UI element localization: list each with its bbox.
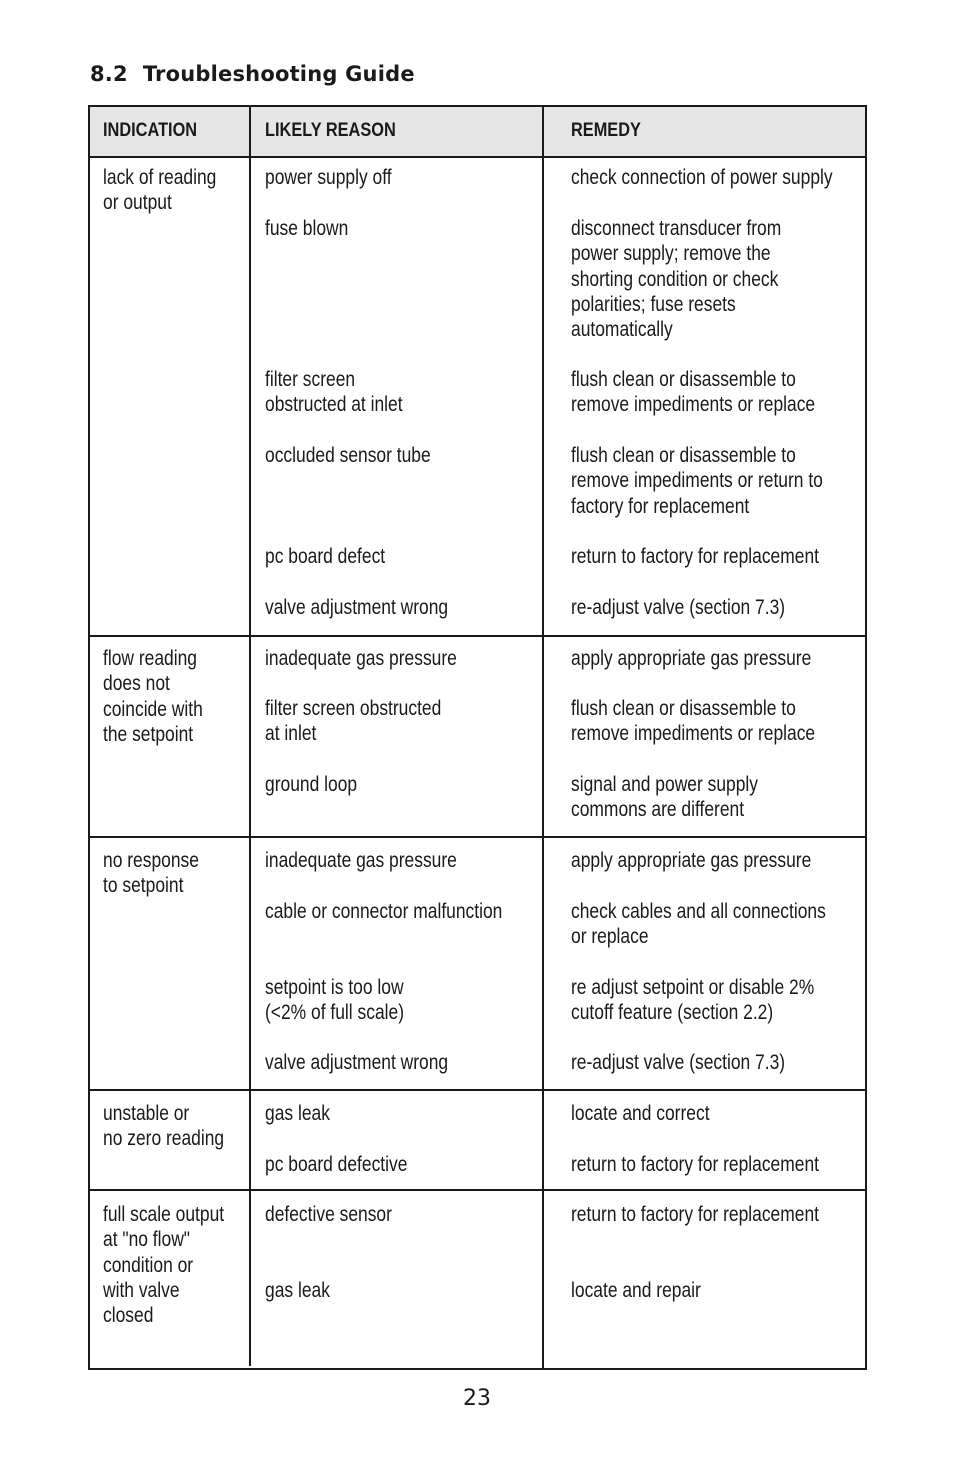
reason-cell: filter screen obstructed at inlet: [265, 368, 403, 417]
group-divider: [90, 635, 865, 637]
remedy-cell: disconnect transducer from power supply; remove the shorting condition or check polarities; fuse resets automatically: [571, 217, 782, 342]
reason-cell: pc board defect: [265, 545, 386, 568]
remedy-cell: return to factory for replacement: [571, 1203, 820, 1226]
section-heading: [90, 62, 415, 86]
reason-cell: valve adjustment wrong: [265, 596, 449, 619]
remedy-cell: re-adjust valve (section 7.3): [571, 1051, 786, 1074]
remedy-cell: return to factory for replacement: [571, 1153, 820, 1176]
indication-cell: full scale output at "no flow" condition or with valve closed: [103, 1203, 225, 1328]
remedy-cell: flush clean or disassemble to remove impediments or replace: [571, 697, 816, 746]
reason-cell: gas leak: [265, 1102, 330, 1125]
remedy-cell: signal and power supply commons are different: [571, 773, 759, 822]
indication-cell: flow reading does not coincide with the setpoint: [103, 647, 203, 746]
remedy-cell: re adjust setpoint or disable 2% cutoff feature (section 2.2): [571, 976, 815, 1025]
remedy-cell: check cables and all connections or replace: [571, 900, 826, 949]
remedy-cell: flush clean or disassemble to remove impediments or replace: [571, 368, 816, 417]
remedy-cell: re-adjust valve (section 7.3): [571, 596, 786, 619]
reason-cell: gas leak: [265, 1279, 330, 1302]
remedy-cell: check connection of power supply: [571, 166, 833, 189]
column-divider: [542, 107, 544, 1368]
indication-cell: unstable or no zero reading: [103, 1102, 225, 1151]
indication-cell: no response to setpoint: [103, 849, 199, 898]
reason-cell: filter screen obstructed at inlet: [265, 697, 442, 746]
remedy-cell: apply appropriate gas pressure: [571, 849, 812, 872]
reason-cell: fuse blown: [265, 217, 349, 240]
header-likely-reason: LIKELY REASON: [265, 120, 396, 141]
column-divider: [249, 107, 251, 1366]
group-divider: [90, 1089, 865, 1091]
reason-cell: inadequate gas pressure: [265, 647, 457, 670]
reason-cell: pc board defective: [265, 1153, 408, 1176]
remedy-cell: locate and correct: [571, 1102, 710, 1125]
page-number: 23: [463, 1386, 491, 1411]
indication-cell: lack of reading or output: [103, 166, 217, 215]
reason-cell: cable or connector malfunction: [265, 900, 503, 923]
table-header-row: [90, 107, 865, 158]
group-divider: [90, 1189, 865, 1191]
troubleshooting-table: [88, 105, 867, 1370]
header-indication: INDICATION: [103, 120, 198, 141]
remedy-cell: apply appropriate gas pressure: [571, 647, 812, 670]
header-remedy: REMEDY: [571, 120, 641, 141]
reason-cell: setpoint is too low (<2% of full scale): [265, 976, 405, 1025]
group-divider: [90, 836, 865, 838]
reason-cell: occluded sensor tube: [265, 444, 431, 467]
remedy-cell: flush clean or disassemble to remove impediments or return to factory for replacement: [571, 444, 823, 518]
remedy-cell: return to factory for replacement: [571, 545, 820, 568]
reason-cell: power supply off: [265, 166, 392, 189]
section-title: Troubleshooting Guide: [142, 62, 415, 86]
reason-cell: inadequate gas pressure: [265, 849, 457, 872]
reason-cell: ground loop: [265, 773, 358, 796]
reason-cell: defective sensor: [265, 1203, 392, 1226]
section-number: 8.2: [90, 62, 128, 86]
reason-cell: valve adjustment wrong: [265, 1051, 449, 1074]
remedy-cell: locate and repair: [571, 1279, 701, 1302]
